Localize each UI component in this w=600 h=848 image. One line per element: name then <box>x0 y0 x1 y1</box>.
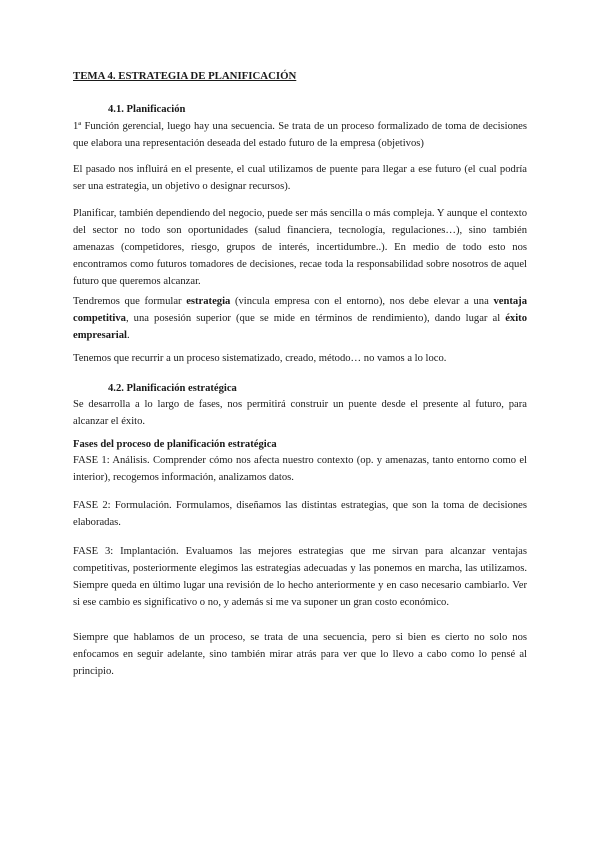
text-run: Tendremos que formular <box>73 296 187 307</box>
subheading-fases: Fases del proceso de planificación estratégica <box>73 439 277 450</box>
section-heading-planificacion: 4.1. Planificación <box>108 104 186 115</box>
document-title: TEMA 4. ESTRATEGIA DE PLANIFICACIÓN <box>73 70 297 82</box>
bold-term-ventaja-competitiva: ventaja competitiva <box>73 296 527 324</box>
text-run: (vincula empresa con el entorno), nos debe elevar a una <box>230 296 494 307</box>
paragraph-fase-1: FASE 1: Análisis. Comprender cómo nos afecta nuestro contexto (op. y amenazas, tanto entorno como el interior), recogemos información, analizamos datos. <box>73 455 527 483</box>
paragraph-pasado-presente: El pasado nos influirá en el presente, el cual utilizamos de puente para llegar a ese futuro (el cual podría ser una estrategia, un objetivo o designar recursos). <box>73 164 527 192</box>
paragraph-fase-3: FASE 3: Implantación. Evaluamos las mejores estrategias que me sirvan para alcanzar ventajas competitivas, posteriormente elegimos las estrategias adecuadas y las ponemos en marcha, las utilizamos. Siempre queda en último lugar una revisión de lo hecho anteriormente y en caso necesario cambiarlo. Ver si ese cambio es significativo o no, y además si me va suponer un gran costo económico. <box>73 546 527 608</box>
bold-term-exito-empresarial: éxito empresarial <box>73 313 527 341</box>
paragraph-planificar: Planificar, también dependiendo del negocio, puede ser más sencilla o más compleja. Y aunque el contexto del sector no todo son oportunidades (salud financiera, tecnología, regulaciones…), sino también amenazas (competidores, riesgo, grupos de interés, incertidumbre..). En medio de todo esto nos encontramos como futuros tomadores de decisiones, recae toda la responsabilidad sobre nosotros de aquel futuro que queremos alcanzar. <box>73 208 527 287</box>
paragraph-proceso-sistematizado: Tenemos que recurrir a un proceso sistematizado, creado, método… no vamos a lo loco. <box>73 353 447 364</box>
section-heading-planificacion-estrategica: 4.2. Planificación estratégica <box>108 383 237 394</box>
paragraph-fases-intro: Se desarrolla a lo largo de fases, nos permitirá construir un puente desde el presente al futuro, para alcanzar el éxito. <box>73 399 527 427</box>
bold-term-estrategia: estrategia <box>186 296 231 307</box>
paragraph-formular-estrategia <box>73 293 527 344</box>
text-run: , una posesión superior (que se mide en términos de rendimiento), dando lugar al <box>125 313 506 324</box>
paragraph-funcion-gerencial: 1ª Función gerencial, luego hay una secuencia. Se trata de un proceso formalizado de toma de decisiones que elabora una representación deseada del estado futuro de la empresa (objetivos) <box>73 121 527 149</box>
paragraph-conclusion: Siempre que hablamos de un proceso, se trata de una secuencia, pero si bien es cierto no solo nos enfocamos en seguir adelante, sino también mirar atrás para ver que lo llevo a cabo como lo pensé al principio. <box>73 632 527 677</box>
text-run: . <box>126 330 130 341</box>
paragraph-fase-2: FASE 2: Formulación. Formulamos, diseñamos las distintas estrategias, que son la toma de decisiones elaboradas. <box>73 500 527 528</box>
